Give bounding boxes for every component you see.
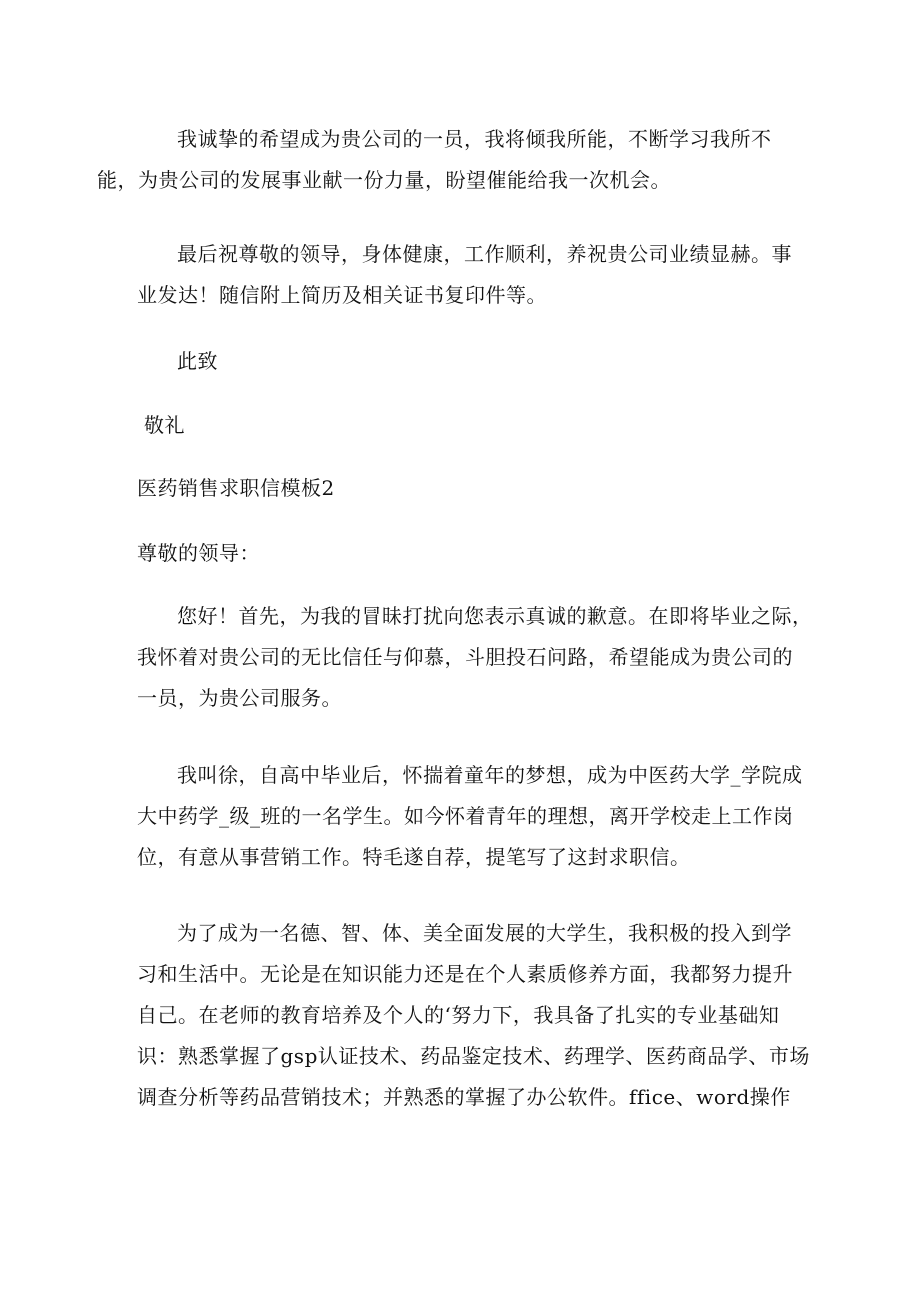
closing-paragraph-1 xyxy=(97,119,797,201)
closing-paragraph-2 xyxy=(137,234,797,316)
text-line: 位，有意从事营销工作。特毛遂自荐，提笔写了这封求职信。 xyxy=(137,845,691,869)
text-line: 我叫徐，自高中毕业后，怀揣着童年的梦想，成为中医药大学_学院成 xyxy=(177,763,803,787)
text-line: 能，为贵公司的发展事业献一份力量，盼望催能给我一次机会。 xyxy=(97,168,671,192)
text-line: 一员，为贵公司服务。 xyxy=(137,686,342,710)
text-line: 最后祝尊敬的领导，身体健康，工作顺利，养祝贵公司业绩显赫。事 xyxy=(177,242,792,266)
text-line: 我怀着对贵公司的无比信任与仰慕，斗胆投石问路，希望能成为贵公司的 xyxy=(137,645,793,669)
section-title: 医药销售求职信模板2 xyxy=(137,476,335,500)
text-line: 自己。在老师的教育培养及个人的‘努力下，我具备了扎实的专业基础知 xyxy=(137,1003,780,1027)
body-paragraph-1 xyxy=(137,596,813,719)
text-line: 调查分析等药品营销技术；并熟悉的掌握了办公软件。ffice、word操作 xyxy=(137,1085,791,1109)
text-line: 习和生活中。无论是在知识能力还是在个人素质修养方面，我都努力提升 xyxy=(137,962,793,986)
text-line: 识：熟悉掌握了gsp认证技术、药品鉴定技术、药理学、医药商品学、市场 xyxy=(137,1044,810,1068)
text-line: 业发达！随信附上简历及相关证书复印件等。 xyxy=(137,283,547,307)
salutation-close: 此致 xyxy=(177,349,218,373)
text-line: 您好！首先，为我的冒昧打扰向您表示真诚的歉意。在即将毕业之际， xyxy=(177,604,813,628)
body-paragraph-2 xyxy=(137,755,803,878)
body-paragraph-3 xyxy=(137,913,810,1118)
text-line: 大中药学_级_班的一名学生。如今怀着青年的理想，离开学校走上工作岗 xyxy=(137,804,794,828)
text-line: 为了成为一名德、智、体、美全面发展的大学生，我积极的投入到学 xyxy=(177,921,792,945)
greeting: 尊敬的领导： xyxy=(137,541,260,565)
regards: 敬礼 xyxy=(144,413,185,437)
text-line: 我诚挚的希望成为贵公司的一员，我将倾我所能，不断学习我所不 xyxy=(177,127,772,151)
